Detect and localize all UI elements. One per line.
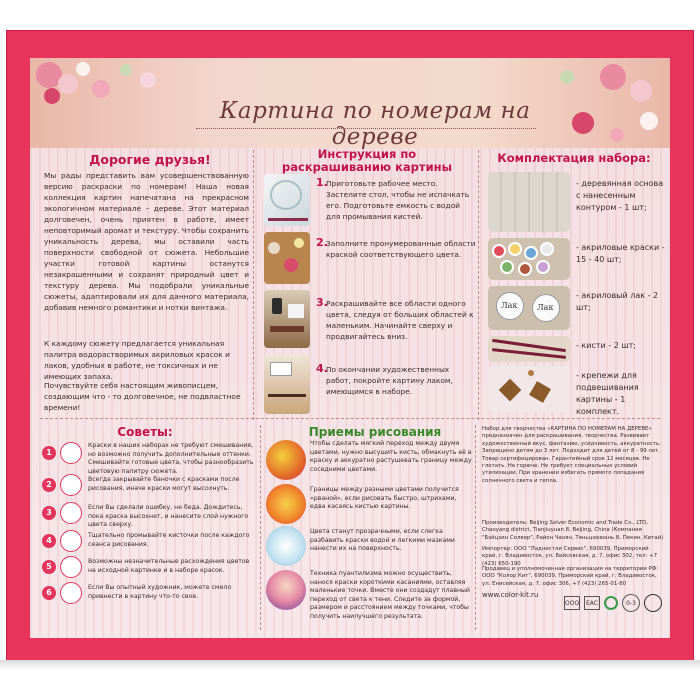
tip-number: 3 [42,506,56,520]
step-text: Заполните пронумерованные области краской соответствующего цвета. [326,239,476,259]
tip-text: Тщательно промывайте кисточки после каждого сеанса рисования. [88,532,250,548]
kit-item: - акриловые краски - 15 - 40 шт; [576,243,665,264]
step-text: Приготовьте рабочее место. Застелите стол, чтобы не испачкать его. Подготовьте емкость с водой для промывания кистей. [326,179,470,221]
instruction-photo-2 [264,232,310,284]
tip-number: 4 [42,534,56,548]
hangers-image [488,366,570,412]
tip-number: 1 [42,446,56,460]
eac-mark: EAC [584,596,600,610]
intro-paragraph-3: Почувствуйте себя настоящим живописцем, создающим что - то долговечное, не подвластное времени! [44,381,241,412]
technique-swatch-strokes [266,484,306,524]
divider-vertical [260,425,261,630]
artist-icon [60,582,82,604]
info-paragraph-1: Набор для творчества «КАРТИНА ПО НОМЕРАМ НА ДЕРЕВЕ» предназначен для раскрашивания, творчества. Развивает художественный вкус, фантазию, усидчивость, аккуратность. Запрещено детям до 3 лет. Подходит для детей от 8 - 99 лет. Товар сертифицирован. Гарантийный срок 12 месяцев. Не глотать. Не горюче. Не требует специальных условий утилизации. При хранении избегать прямого попадания солнечного света и тепла. [482,426,661,484]
technique-text: Цвета станут прозрачными, если слегка разбавить краски водой и легкими мазками нанести их на поверхность. [310,528,455,552]
lacquer-image [488,286,570,330]
technique-swatch-transparent [266,526,306,566]
tips-title: Советы: [117,425,173,439]
kit-item: - деревянная основа с нанесенным контуром - 1 шт; [576,179,664,212]
info-paragraph-4: Продавец и уполномоченная организация на территории РФ: ООО "Колор Кит", 690039, Приморский край, г. Владивосток, ул. Енисейская, д. 7, офис 306, +7 (423) 265-01-80 [482,566,659,587]
divider-vertical [478,150,479,420]
kit-item: - крепежи для подвешивания картины - 1 комплект. [576,371,639,416]
technique-text: Техника пуантилизма можно осуществить, нанося краски короткими касаниями, оставляя маленькие точки. Вместе они создадут плавный переход от света к тени. Следите за формой, размером и расстоянием между точками, чтобы получить наилучшего результата. [310,570,470,620]
techniques-title: Приемы рисования [308,425,442,439]
header-dotted-line [196,128,536,129]
technique-text: Границы между разными цветами получится «рваной», если рисовать быстро, штрихами, едва касаясь кистью картины. [310,486,459,510]
info-paragraph-3: Импортер: ООО "Ладнистли Сервис", 690039, Приморский край, г. Владивосток, ул. Бийсовская, д. 7, офис 302, тел: +7 (423) 650-190 [482,546,658,567]
technique-text: Чтобы сделать мягкий переход между двумя цветами, нужно высушить кисть, обмакнуть её в краску и аккуратно растушевать границу между соседними цветами. [310,440,472,473]
info-paragraph-2: Производитель: Beijing Solver Economic and Trade Co., LTD, Chaoyang district, Tianjiuyuan 8, Beijing, China (Компания "Бэйцзин Солвер", Район Чаоян, Тяньцзююань 8, Пекин, Китай) [482,520,664,541]
header-title: Картина по номерам на дереве [219,98,531,150]
technique-swatch-pointillism [266,570,306,610]
company-logo: ООО [564,596,580,610]
lacquer-label: Лак [537,303,554,312]
tip-text: Краски в наших наборах не требуют смешивания, но возможно получить дополнительные оттенки. Смешивайте готовые цвета, чтобы разнообразить цветовую палитру сюжета. [88,442,254,475]
kit-title: Комплектация набора: [497,151,651,165]
divider-vertical [475,425,476,630]
wooden-board-image [488,172,570,232]
divider-horizontal [40,418,660,419]
tip-number: 2 [42,478,56,492]
technique-swatch-blend [266,440,306,480]
instruction-photo-4 [264,354,310,414]
instructions-title: Инструкция по раскрашиванию картины [282,147,452,174]
intro-paragraph-1: Мы рады представить вам усовершенствованную версию раскраски по номерам! Наша новая коллекция картин напечатана на прекрасном экологичном материале – дереве. Этот материал долговечен, очень приятен в работе, имеет неповторимый аромат и текстуру. Чтобы сохранить уникальность дерева, мы оставили часть поверхности свободной от сюжета. Небольшие участки готовой картины останутся незакрашенными и сохранят природный цвет и текстуру дерева. Мы подобрали уникальные сюжеты, адаптировали их для данного материала, добавив немного романтики и нотки винтажа. [44,171,249,312]
instruction-photo-3 [264,290,310,348]
intro-title: Дорогие друзья! [89,152,211,167]
kit-item: - кисти - 2 шт; [576,341,636,350]
tip-number: 6 [42,586,56,600]
palette-icon [60,556,82,578]
tip-text: Если Вы сделали ошибку, не беда. Дождитесь, пока краска высохнет, и нанесите слой нужного цвета сверху. [88,504,249,528]
intro-paragraph-2: К каждому сюжету предлагается уникальная палитра водорастворимых акриловых красок и лаков, удобных в работе, не токсичных и не имеющих запаха. [44,339,230,381]
tip-text: Возможны незначительные расхождения цветов на исходной картинке и в наборе красок. [88,558,250,574]
kit-item: - акриловый лак - 2 шт; [576,291,659,312]
step-number: 3. [316,296,328,309]
age-mark: 0-3 [622,594,640,612]
tip-text: Всегда закрывайте баночки с красками после рисования, иначе краски могут высохнуть. [88,476,240,492]
paint-pots-image [488,238,570,280]
divider-vertical [253,150,254,420]
step-number: 2. [316,236,328,249]
instruction-photo-1 [264,174,310,226]
paint-layer-icon [60,502,82,524]
paint-jar-icon [60,474,82,496]
website: www.color-kit.ru [482,591,539,599]
lacquer-label: Лак [501,301,518,310]
recycle-icon [604,596,618,610]
paint-mix-icon [60,442,82,464]
tip-text: Если Вы опытный художник, можете смело привнести в картину что-то свое. [88,584,232,600]
no-small-parts-icon [644,594,662,612]
brushes-image [488,336,570,362]
step-number: 4. [316,362,328,375]
tip-number: 5 [42,560,56,574]
step-text: По окончании художественных работ, покройте картину лаком, имеющимся в наборе. [326,365,453,396]
step-text: Раскрашивайте все области одного цвета, следуя от больших областей к маленьким. Начинайте сверху и продвигайтесь вниз. [326,299,474,341]
step-number: 1. [316,176,328,189]
brush-wash-icon [60,530,82,552]
box-shadow [0,660,700,670]
